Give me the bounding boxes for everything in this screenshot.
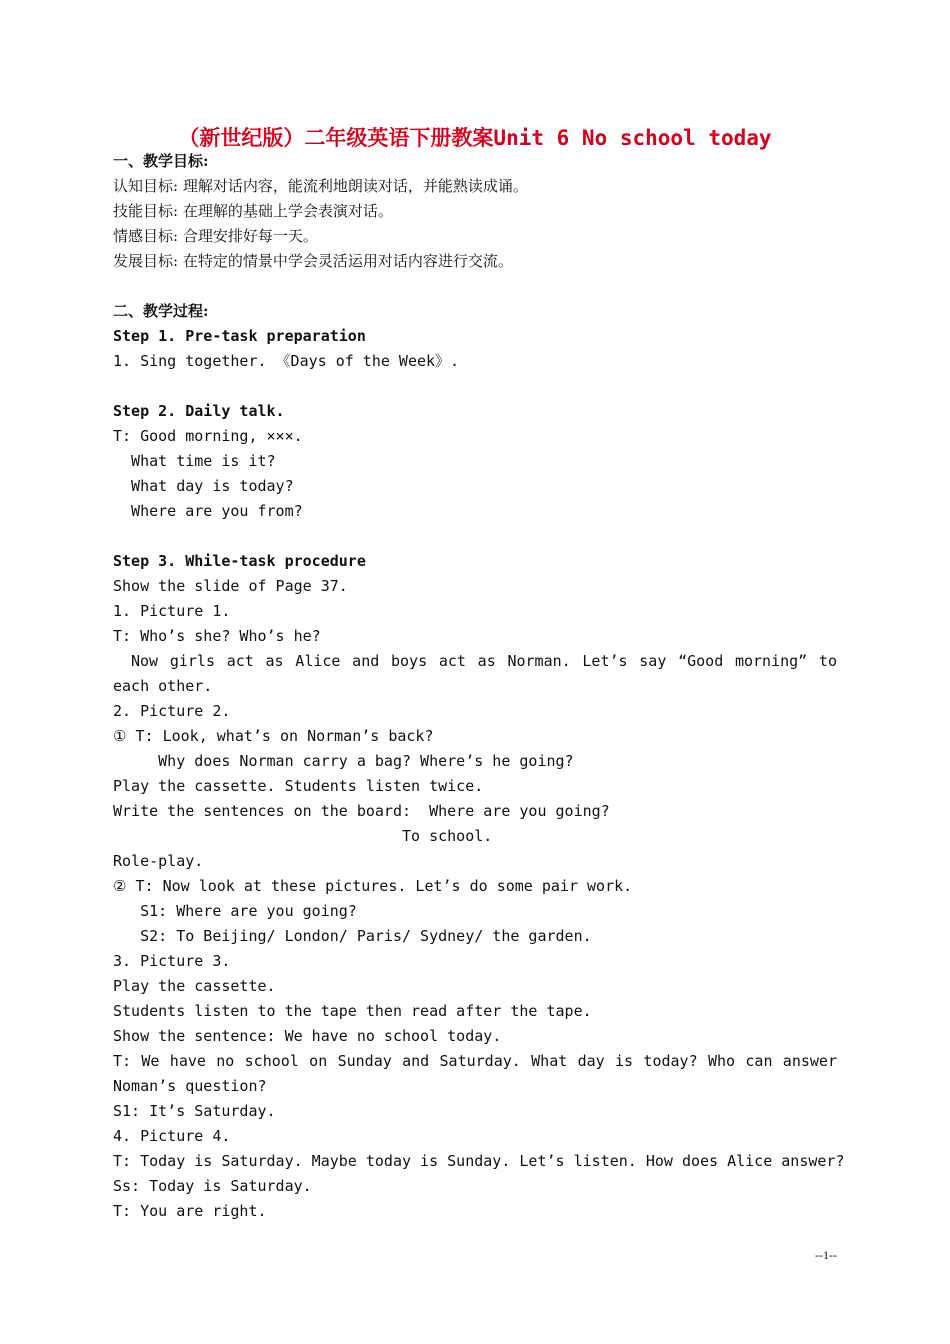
step3-line: To school. — [113, 827, 493, 845]
objective-development: 发展目标: 在特定的情景中学会灵活运用对话内容进行交流。 — [113, 252, 513, 270]
step3-line: Show the sentence: We have no school today. — [113, 1027, 502, 1045]
section-heading-process: 二、教学过程: — [113, 302, 209, 320]
step2-line: What time is it? — [113, 452, 276, 470]
step3-line: T: You are right. — [113, 1202, 267, 1220]
page-number: --1-- — [815, 1248, 837, 1262]
objective-cognitive: 认知目标: 理解对话内容，能流利地朗读对话，并能熟读成诵。 — [113, 177, 528, 195]
step3-line: S1: It’s Saturday. — [113, 1102, 276, 1120]
step3-line: Write the sentences on the board: Where are you going? — [113, 802, 610, 820]
objective-emotion: 情感目标: 合理安排好每一天。 — [113, 227, 318, 245]
step3-line: ② T: Now look at these pictures. Let’s do some pair work. — [113, 877, 633, 895]
objective-skill: 技能目标: 在理解的基础上学会表演对话。 — [113, 202, 393, 220]
step3-line: 1. Picture 1. — [113, 602, 231, 620]
step2-line: Where are you from? — [113, 502, 303, 520]
step1-heading: Step 1. Pre-task preparation — [113, 327, 366, 345]
step3-line: ① T: Look, what’s on Norman’s back? — [113, 727, 434, 745]
step3-line: Play the cassette. Students listen twice. — [113, 777, 484, 795]
step3-line: S1: Where are you going? — [113, 902, 357, 920]
step3-paragraph: T: We have no school on Sunday and Saturday. What day is today? Who can answer Noman’s question? — [113, 1052, 837, 1095]
step3-line: Play the cassette. — [113, 977, 276, 995]
step3-line: T: Who’s she? Who’s he? — [113, 627, 321, 645]
step2-line: T: Good morning, ×××. — [113, 427, 303, 445]
step3-line: 4. Picture 4. — [113, 1127, 231, 1145]
step1-line: 1. Sing together. 《Days of the Week》. — [113, 352, 460, 370]
step3-line: Role-play. — [113, 852, 204, 870]
step2-heading: Step 2. Daily talk. — [113, 402, 285, 420]
step2-line: What day is today? — [113, 477, 294, 495]
step3-heading: Step 3. While-task procedure — [113, 552, 366, 570]
step3-line: 3. Picture 3. — [113, 952, 231, 970]
step3-line: Why does Norman carry a bag? Where’s he going? — [113, 752, 574, 770]
section-heading-objectives: 一、教学目标: — [113, 152, 209, 170]
step3-line: T: Today is Saturday. Maybe today is Sunday. Let’s listen. How does Alice answer? — [113, 1152, 845, 1170]
step3-line: S2: To Beijing/ London/ Paris/ Sydney/ the garden. — [113, 927, 592, 945]
step3-line: Students listen to the tape then read after the tape. — [113, 1002, 592, 1020]
step3-paragraph: Now girls act as Alice and boys act as Norman. Let’s say “Good morning” to each other. — [113, 652, 837, 695]
document-title: （新世纪版）二年级英语下册教案Unit 6 No school today — [178, 126, 772, 150]
step3-line: 2. Picture 2. — [113, 702, 231, 720]
step3-line: Ss: Today is Saturday. — [113, 1177, 312, 1195]
step3-line: Show the slide of Page 37. — [113, 577, 348, 595]
